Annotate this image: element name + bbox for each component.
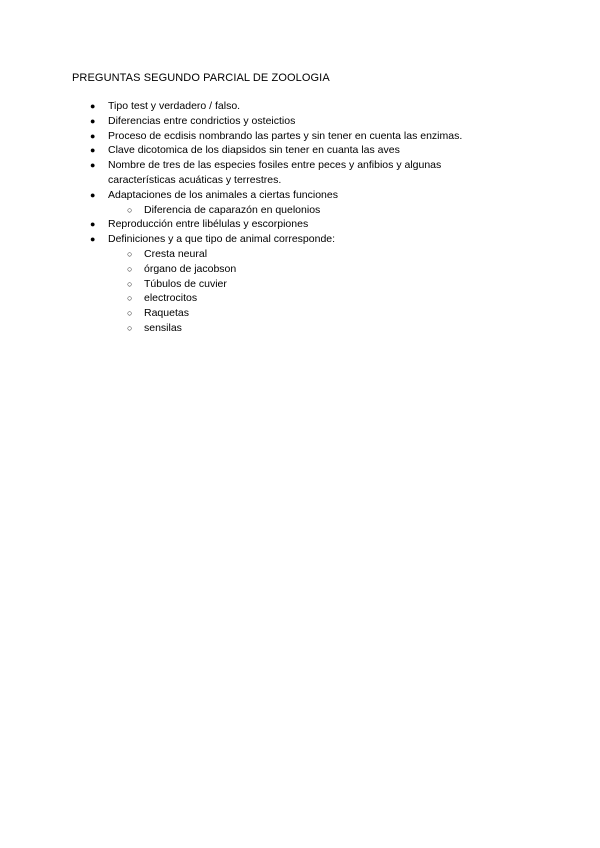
list-item [0,129,600,144]
bullet-icon: ● [90,115,96,126]
list-item-text: Proceso de ecdisis nombrando las partes y sin tener en cuenta las enzimas. [108,129,463,142]
sub-bullet-icon: ○ [127,263,133,274]
list-item-text: Clave dicotomica de los diapsidos sin tener en cuanta las aves [108,144,400,157]
document-title: PREGUNTAS SEGUNDO PARCIAL DE ZOOLOGIA [72,72,330,84]
bullet-icon: ● [90,234,96,245]
list-item-text: Diferencia de caparazón en quelonios [144,203,321,216]
list-item [0,217,600,232]
list-item-text: Definiciones y a que tipo de animal corresponde: [108,233,336,246]
list-item-continuation [0,173,600,188]
list-item [0,232,600,247]
sub-list-item [0,262,600,277]
list-item [0,143,600,158]
sub-bullet-icon: ○ [127,278,133,289]
list-item-text: órgano de jacobson [144,262,237,275]
list-item-text: electrocitos [144,292,198,305]
list-item-text: Tipo test y verdadero / falso. [108,100,241,112]
bullet-icon: ● [90,101,96,111]
sub-bullet-icon: ○ [127,322,133,333]
bullet-icon: ● [90,219,96,230]
list-item-text: Raquetas [144,307,189,320]
sub-bullet-icon: ○ [127,308,133,319]
list-item [0,114,600,129]
sub-list-item [0,291,600,306]
list-item-text: características acuáticas y terrestres. [108,173,282,186]
list-item-text: Túbulos de cuvier [144,277,227,290]
list-item-text: Reproducción entre libélulas y escorpiones [108,218,309,231]
sub-list-item [0,277,600,292]
sub-list-item [0,321,600,336]
sub-bullet-icon: ○ [127,293,133,304]
list-item-text: Cresta neural [144,247,208,260]
list-item [0,99,600,114]
sub-bullet-icon: ○ [127,248,133,259]
question-list [0,99,600,336]
list-item-text: Diferencias entre condrictios y osteictios [108,114,296,127]
bullet-icon: ● [90,160,96,171]
list-item [0,188,600,203]
sub-list-item [0,306,600,321]
bullet-icon: ● [90,130,96,141]
sub-list-item [0,203,600,218]
list-item-text: Adaptaciones de los animales a ciertas funciones [108,188,338,201]
bullet-icon: ● [90,189,96,200]
list-item-text: Nombre de tres de las especies fosiles entre peces y anfibios y algunas [108,159,442,172]
list-item-text: sensilas [144,321,182,334]
sub-bullet-icon: ○ [127,204,133,215]
sub-list-item [0,247,600,262]
list-item [0,158,600,173]
bullet-icon: ● [90,145,96,156]
